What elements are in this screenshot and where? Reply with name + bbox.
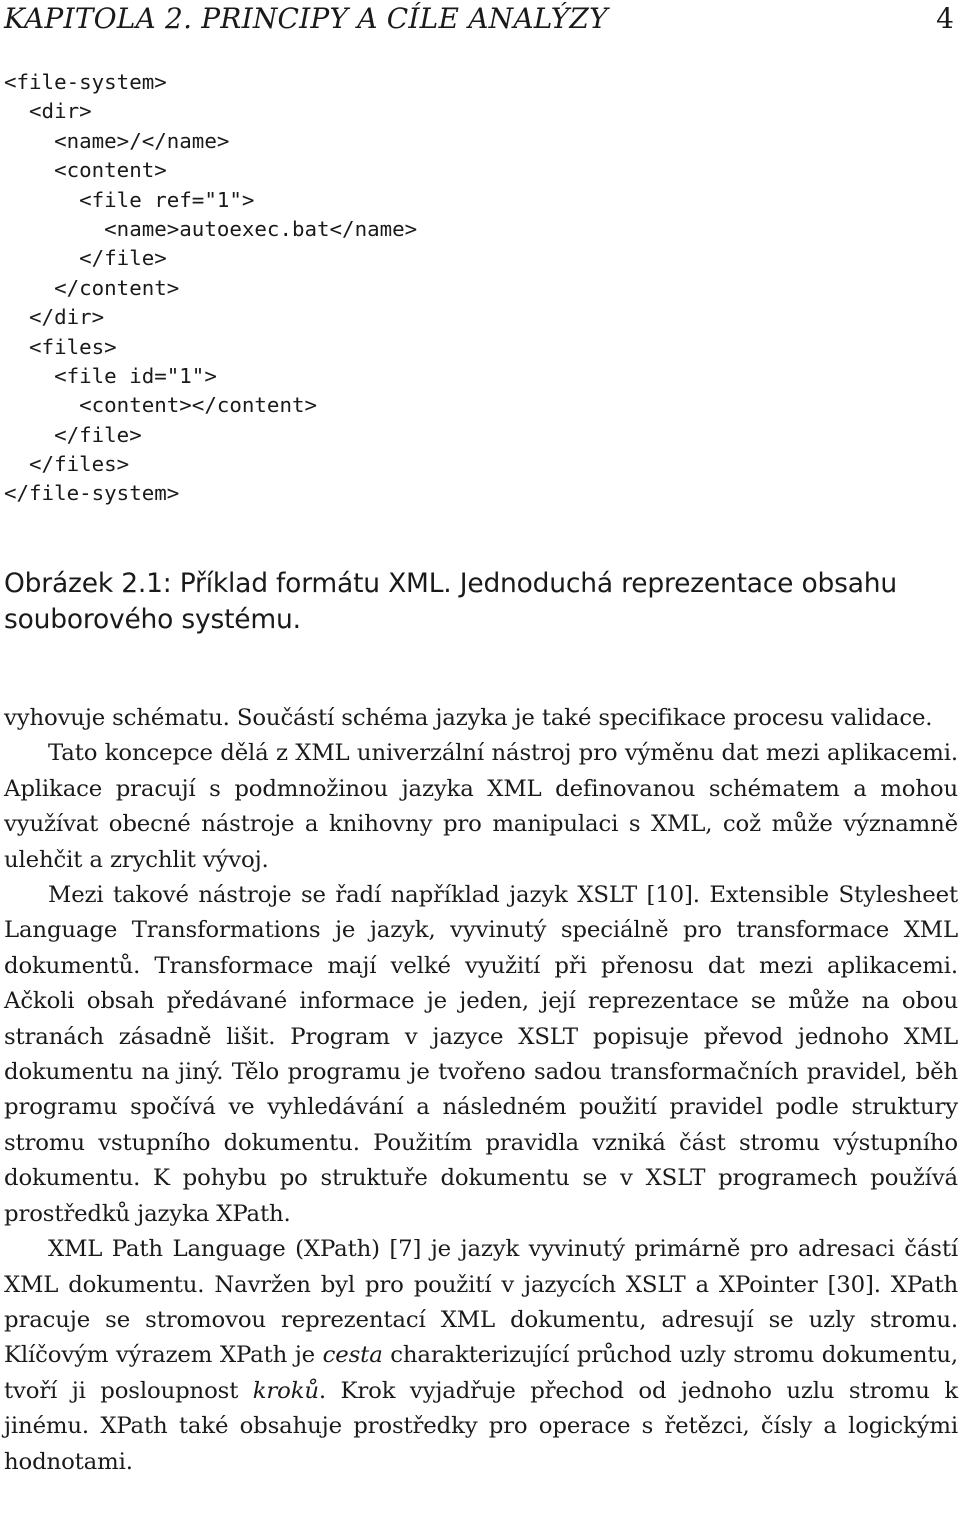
paragraph: Mezi takové nástroje se řadí například jazyk XSLT [10]. Extensible Stylesheet Language Transformations je jazyk, vyvinutý speciálně pro transformace XML dokumentů. Transformace mají velké využití při přenosu dat mezi aplikacemi. Ačkoli obsah předávané informace je jeden, její reprezentace se může na obou stranách zásadně lišit. Program v jazyce XSLT popisuje převod jednoho XML dokumentu na jiný. Tělo programu je tvořeno sadou transformačních pravidel, běh programu spočívá ve vyhledávání a následném použití pravidel podle struktury stromu vstupního dokumentu. Použitím pravidla vzniká část stromu výstupního dokumentu. K pohybu po struktuře dokumentu se v XSLT programech používá prostředků jazyka XPath. xyxy=(4,882,958,1227)
paragraph-text: charakterizující průchod uzly stromu dokumentu, tvoří ji posloupnost xyxy=(4,1342,958,1404)
code-line: </files> xyxy=(4,452,130,477)
body-text xyxy=(4,701,958,1480)
code-line: </content> xyxy=(4,275,180,300)
paragraph: Tato koncepce dělá z XML univerzální nástroj pro výměnu dat mezi aplikacemi. Aplikace pracují s podmnožinou jazyka XML definovanou schématem a mohou využívat obecné nástroje a knihovny pro manipulaci s XML, což může významně ulehčit a zrychlit vývoj. xyxy=(4,740,958,873)
paragraph: vyhovuje schématu. Součástí schéma jazyka je také specifikace procesu validace. xyxy=(4,705,933,731)
code-line: <content></content> xyxy=(4,393,318,418)
xml-code-listing xyxy=(4,68,417,509)
code-line: <name>/</name> xyxy=(4,128,230,153)
term-kroku: kroků xyxy=(252,1377,319,1404)
code-line: <content> xyxy=(4,158,167,183)
term-cesta: cesta xyxy=(322,1342,383,1369)
code-line: <file id="1"> xyxy=(4,363,217,388)
code-line: <file-system> xyxy=(4,70,167,94)
code-line: <file ref="1"> xyxy=(4,187,255,212)
running-header xyxy=(4,0,954,38)
code-line: </file> xyxy=(4,422,142,447)
paragraph-text: . Krok vyjadřuje přechod od jednoho uzlu stromu k jinému. XPath také obsahuje prostředky pro operace s řetězci, čísly a logickými hodnotami. xyxy=(4,1377,958,1475)
code-line: </file> xyxy=(4,246,167,271)
code-line: <files> xyxy=(4,334,117,359)
code-line: <name>autoexec.bat</name> xyxy=(4,216,418,241)
paragraph-text: XML Path Language (XPath) [7] je jazyk vyvinutý primárně pro adresaci částí XML dokumentu. Navržen byl pro použití v jazycích XSLT a XPointer [30]. XPath pracuje se stromovou reprezentací XML dokumentu, adresují se uzly stromu. Klíčovým výrazem XPath je xyxy=(4,1236,958,1369)
chapter-title: KAPITOLA 2. PRINCIPY A CÍLE ANALÝZY xyxy=(4,2,608,35)
figure-caption: Obrázek 2.1: Příklad formátu XML. Jednoduchá reprezentace obsahu souborového systému. xyxy=(4,568,897,635)
code-line: <dir> xyxy=(4,99,92,124)
code-line: </dir> xyxy=(4,305,105,330)
paragraph xyxy=(4,1232,958,1480)
code-line: </file-system> xyxy=(4,481,180,506)
page-number: 4 xyxy=(936,2,954,35)
